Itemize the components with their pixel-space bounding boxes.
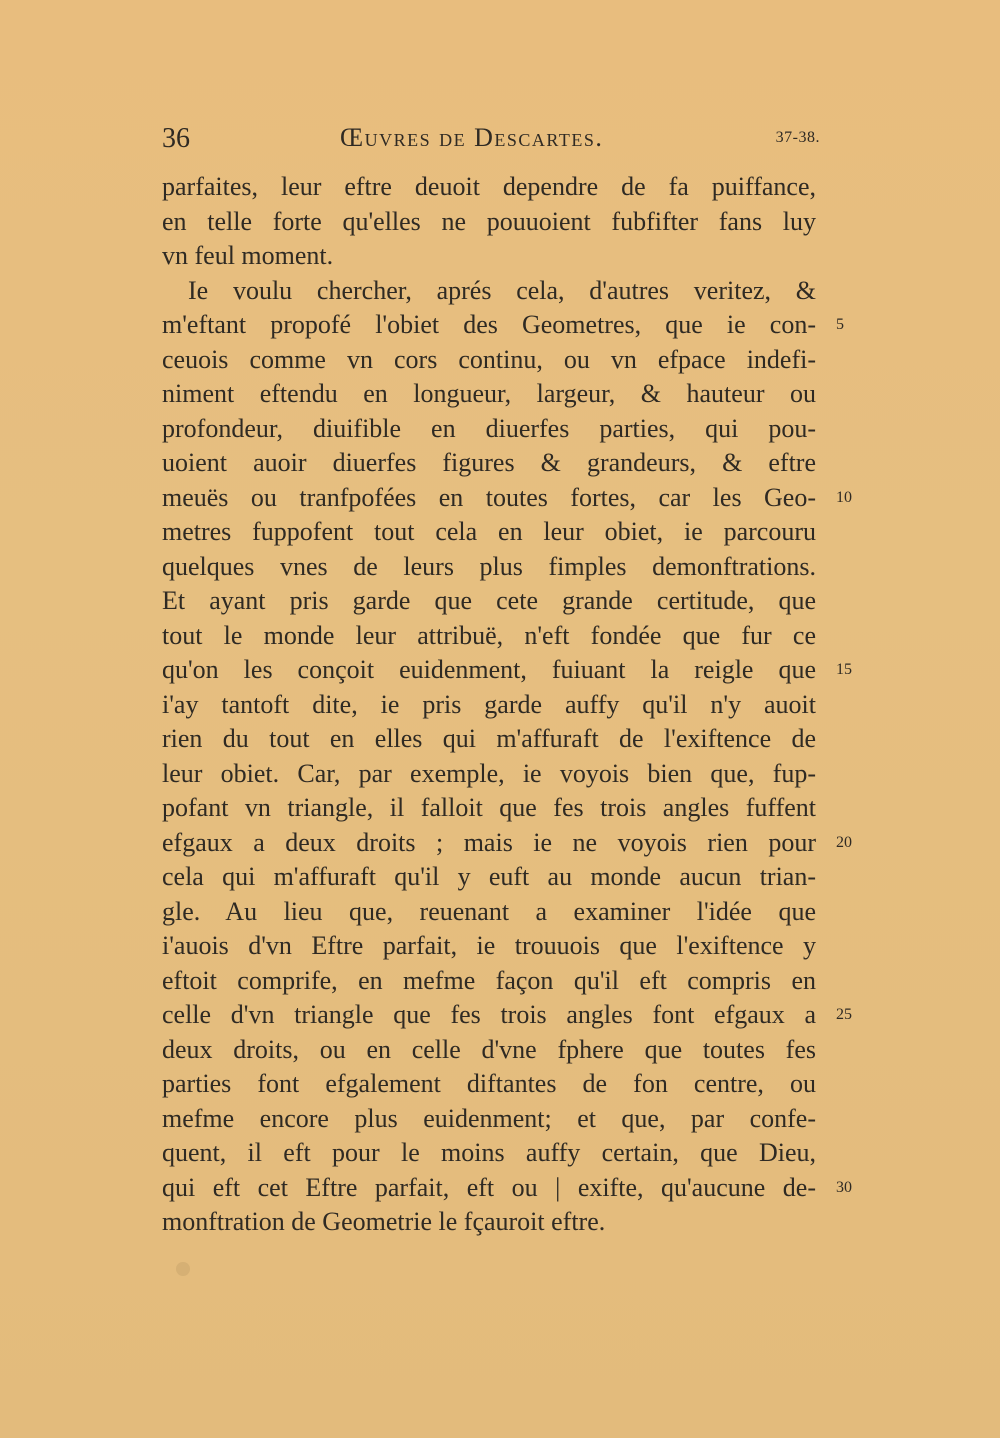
line-number: 30 xyxy=(836,1178,852,1196)
text-line: uoient auoir diuerfes figures & grandeurs, & eftre xyxy=(162,448,816,477)
page-range: 37-38. xyxy=(775,129,820,146)
book-title: Œuvres de Descartes. xyxy=(340,123,604,152)
page-number: 36 xyxy=(162,123,190,154)
text-line: tout le monde leur attribuë, n'eft fondée que fur ce xyxy=(162,620,816,650)
text-line: metres fuppofent tout cela en leur obiet, ie parcouru xyxy=(162,517,816,546)
text-line: eftoit comprife, en mefme façon qu'il eft compris en xyxy=(162,965,816,995)
text-line: en telle forte qu'elles ne pouuoient fubfifter fans luy xyxy=(162,206,816,236)
text-line: ceuois comme vn cors continu, ou vn efpace indefi- xyxy=(162,344,816,374)
text-line: Ie voulu chercher, aprés cela, d'autres veritez, & xyxy=(188,275,816,305)
text-line: quelques vnes de leurs plus fimples demonftrations. xyxy=(162,551,816,581)
text-line: meuës ou tranfpofées en toutes fortes, car les Geo- xyxy=(162,482,816,512)
text-line: rien du tout en elles qui m'affuraft de l'exiftence de xyxy=(162,724,816,753)
text-line: m'eftant propofé l'obiet des Geometres, que ie con- xyxy=(162,310,816,339)
text-line: parties font efgalement diftantes de fon centre, ou xyxy=(162,1069,816,1098)
text-line: i'auois d'vn Eftre parfait, ie trouuois que l'exiftence y xyxy=(162,931,816,960)
text-line: cela qui m'affuraft qu'il y euft au monde aucun trian- xyxy=(162,862,816,891)
text-line: parfaites, leur eftre deuoit dependre de fa puiffance, xyxy=(162,172,816,201)
line-number: 15 xyxy=(836,661,852,678)
text-line: deux droits, ou en celle d'vne fphere que toutes fes xyxy=(162,1034,816,1064)
line-number: 5 xyxy=(836,316,844,333)
text-line: leur obiet. Car, par exemple, ie voyois bien que, fup- xyxy=(162,758,816,788)
text-line: pofant vn triangle, il falloit que fes trois angles fuffent xyxy=(162,793,816,822)
text-line: efgaux a deux droits ; mais ie ne voyois rien pour xyxy=(162,827,816,857)
text-line: vn feul moment. xyxy=(162,241,334,270)
text-line: mefme encore plus euidenment; et que, par confe- xyxy=(162,1103,816,1133)
body-text xyxy=(162,170,816,1240)
text-line: qu'on les conçoit euidenment, fuiuant la reigle que xyxy=(162,655,816,684)
text-line: niment eftendu en longueur, largeur, & hauteur ou xyxy=(162,379,816,408)
text-line: Et ayant pris garde que cete grande certitude, que xyxy=(162,586,816,615)
line-number: 10 xyxy=(836,488,852,506)
line-number: 20 xyxy=(836,833,852,851)
text-line: gle. Au lieu que, reuenant a examiner l'idée que xyxy=(162,896,816,926)
text-line: qui eft cet Eftre parfait, eft ou | exifte, qu'aucune de- xyxy=(162,1172,816,1202)
text-line: quent, il eft pour le moins auffy certain, que Dieu, xyxy=(162,1138,816,1167)
running-head xyxy=(162,123,820,163)
text-line: celle d'vn triangle que fes trois angles font efgaux a xyxy=(162,1000,816,1029)
text-line: profondeur, diuifible en diuerfes parties, qui pou- xyxy=(162,413,816,443)
text-line: monftration de Geometrie le fçauroit eftre. xyxy=(162,1207,606,1236)
text-line: i'ay tantoft dite, ie pris garde auffy qu'il n'y auoit xyxy=(162,689,816,719)
line-number: 25 xyxy=(836,1006,852,1023)
paper-smudge xyxy=(176,1262,190,1276)
